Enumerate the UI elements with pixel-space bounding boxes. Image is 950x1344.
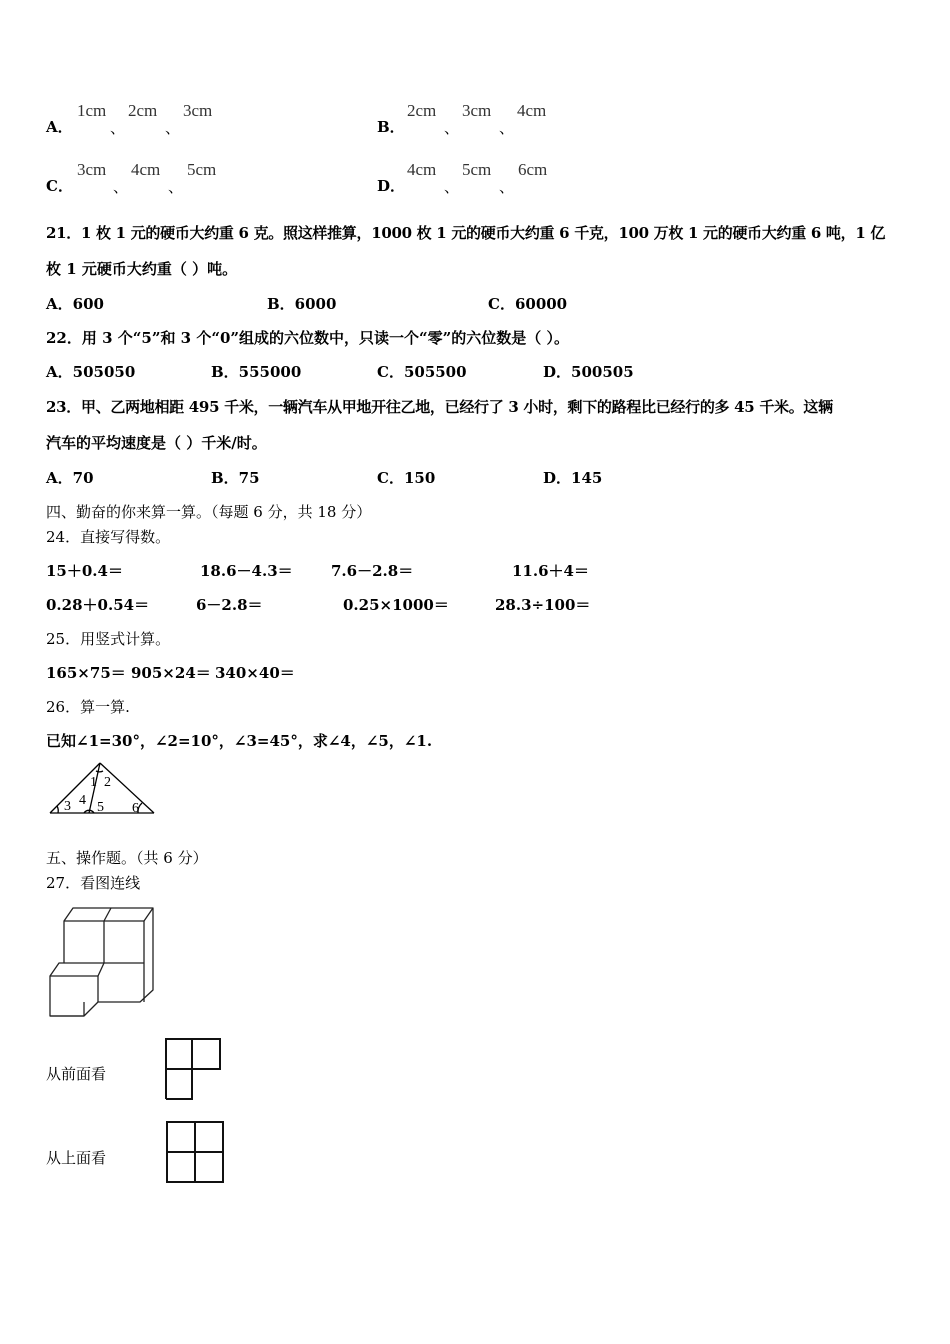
q22-text: 22．用 3 个“5”和 3 个“0”组成的六位数中，只读一个“零”的六位数是（ ）。 [46, 329, 570, 347]
q22-option-a: A．505050 [46, 363, 136, 381]
q21-option-a: A．600 [46, 295, 104, 313]
angle-label-1: 1 [90, 775, 97, 790]
q23-option-c: C．150 [377, 469, 436, 487]
separator: 、 [110, 119, 126, 137]
q23-option-d: D．145 [543, 469, 603, 487]
front-view-label: 从前面看 [46, 1065, 107, 1083]
separator: 、 [165, 119, 181, 137]
length-value: 5cm [187, 160, 217, 179]
angle-label-6: 6 [132, 801, 139, 816]
q21-option-b: B．6000 [267, 295, 337, 313]
angle-label-5: 5 [97, 800, 104, 815]
section-4-title: 四、勤奋的你来算一算。（每题 6 分，共 18 分） [46, 503, 372, 521]
q23-text-line1: 23．甲、乙两地相距 495 千米，一辆汽车从甲地开往乙地，已经行了 3 小时，剩下的路程比已经行的多 45 千米。这辆 [46, 398, 833, 416]
separator: 、 [499, 178, 515, 196]
q21-option-c: C．60000 [488, 295, 568, 313]
top-view-figure [164, 1119, 226, 1185]
section-5-title: 五、操作题。（共 6 分） [46, 849, 208, 867]
q25-expression: 340×40＝ [215, 664, 295, 682]
q26-title: 26．算一算. [46, 698, 130, 716]
length-value: 2cm [407, 101, 437, 120]
q26-text: 已知∠1=30°，∠2=10°，∠3=45°，求∠4，∠5，∠1. [46, 732, 433, 750]
q22-option-d: D．500505 [543, 363, 634, 381]
q24-expression: 11.6＋4＝ [512, 562, 589, 580]
angle-label-4: 4 [79, 793, 86, 808]
angle-label-2: 2 [104, 775, 111, 790]
option-letter: A． [46, 118, 73, 136]
q23-option-a: A．70 [46, 469, 94, 487]
q25-expression: 905×24＝ [131, 664, 211, 682]
q23-text-line2: 汽车的平均速度是（ ）千米/时。 [46, 434, 267, 452]
q23-option-b: B．75 [211, 469, 260, 487]
q25-expression: 165×75＝ [46, 664, 126, 682]
q27-title: 27．看图连线 [46, 874, 141, 892]
q24-expression: 6－2.8＝ [196, 596, 263, 614]
q22-option-b: B．555000 [211, 363, 302, 381]
separator: 、 [444, 178, 460, 196]
length-value: 1cm [77, 101, 107, 120]
triangle-figure [46, 760, 166, 820]
separator: 、 [168, 178, 184, 196]
angle-label-3: 3 [64, 799, 71, 814]
q25-title: 25．用竖式计算。 [46, 630, 171, 648]
option-letter: D． [377, 177, 406, 195]
q24-expression: 0.28＋0.54＝ [46, 596, 150, 614]
q24-expression: 7.6－2.8＝ [331, 562, 414, 580]
length-value: 3cm [77, 160, 107, 179]
length-value: 5cm [462, 160, 492, 179]
q24-expression: 15＋0.4＝ [46, 562, 123, 580]
length-value: 2cm [128, 101, 158, 120]
q22-option-c: C．505500 [377, 363, 467, 381]
top-view-label: 从上面看 [46, 1149, 107, 1167]
q21-text-line2: 枚 1 元硬币大约重（ ）吨。 [46, 260, 238, 278]
length-value: 4cm [407, 160, 437, 179]
separator: 、 [113, 178, 129, 196]
length-value: 4cm [131, 160, 161, 179]
q24-title: 24．直接写得数。 [46, 528, 171, 546]
separator: 、 [444, 119, 460, 137]
length-value: 6cm [518, 160, 548, 179]
q21-text-line1: 21．1 枚 1 元的硬币大约重 6 克。照这样推算，1000 枚 1 元的硬币大约重 6 千克，100 万枚 1 元的硬币大约重 6 吨，1 亿 [46, 224, 886, 242]
option-letter: B． [377, 118, 405, 136]
option-letter: C． [46, 177, 73, 195]
separator: 、 [499, 119, 515, 137]
q24-expression: 0.25×1000＝ [343, 596, 449, 614]
length-value: 3cm [183, 101, 213, 120]
cube-stack-figure [46, 904, 158, 1020]
q24-expression: 18.6－4.3＝ [200, 562, 293, 580]
length-value: 4cm [517, 101, 547, 120]
q24-expression: 28.3÷100＝ [495, 596, 591, 614]
front-view-figure [164, 1036, 224, 1102]
length-value: 3cm [462, 101, 492, 120]
